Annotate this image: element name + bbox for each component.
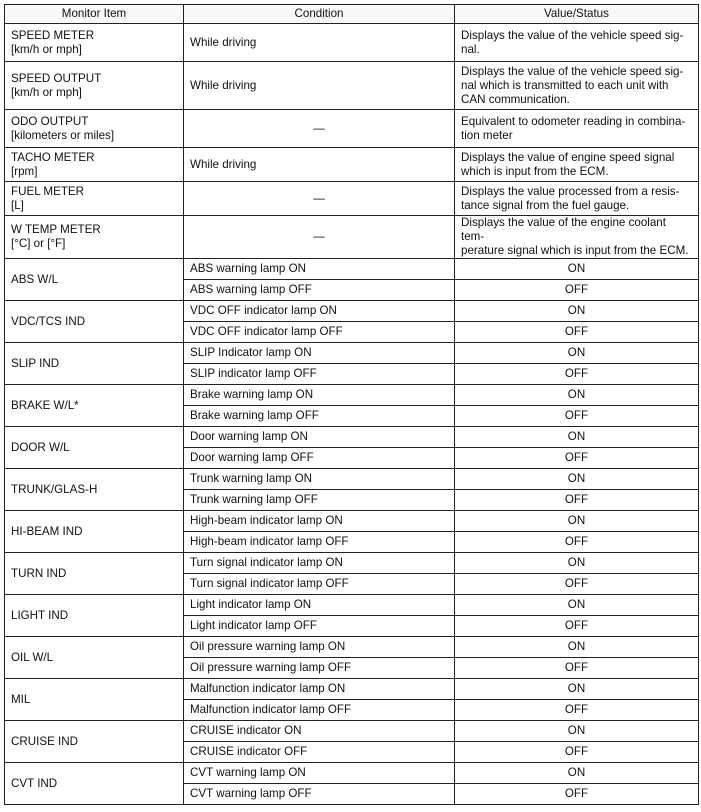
status-off-cell: OFF (455, 406, 699, 427)
value-status-line: tance signal from the fuel gauge. (461, 198, 630, 212)
monitor-item-cell: TRUNK/GLAS-H (5, 469, 184, 511)
monitor-item-cell: ABS W/L (5, 259, 184, 301)
status-off-cell: OFF (455, 700, 699, 721)
monitor-item-cell (5, 148, 184, 182)
status-on-cell: ON (455, 511, 699, 532)
table-row (5, 427, 699, 448)
status-off-cell: OFF (455, 280, 699, 301)
monitor-item-cell: SLIP IND (5, 343, 184, 385)
value-status-cell (455, 24, 699, 62)
header-row (5, 5, 699, 24)
value-status-cell (455, 216, 699, 259)
monitor-item-cell (5, 24, 184, 62)
condition-off-cell: Trunk warning lamp OFF (184, 490, 455, 511)
status-on-cell: ON (455, 763, 699, 784)
monitor-item-line: [km/h or mph] (11, 42, 82, 56)
table-row (5, 763, 699, 784)
value-status-line: tion meter (461, 128, 513, 142)
condition-off-cell: SLIP indicator lamp OFF (184, 364, 455, 385)
monitor-item-line: SPEED OUTPUT (11, 71, 102, 85)
table-row (5, 343, 699, 364)
table-row (5, 110, 699, 148)
value-status-line: perature signal which is input from the ECM. (461, 244, 689, 257)
table-row (5, 721, 699, 742)
monitor-item-cell: CVT IND (5, 763, 184, 805)
table-row (5, 469, 699, 490)
value-status-line: which is input from the ECM. (461, 164, 609, 178)
condition-on-cell: Door warning lamp ON (184, 427, 455, 448)
table-row (5, 259, 699, 280)
condition-on-cell: Brake warning lamp ON (184, 385, 455, 406)
monitor-item-cell: OIL W/L (5, 637, 184, 679)
table-row (5, 637, 699, 658)
monitor-item-line: [L] (11, 198, 24, 212)
value-status-cell (455, 110, 699, 148)
monitor-item-line: [°C] or [°F] (11, 237, 66, 250)
monitor-item-cell: BRAKE W/L* (5, 385, 184, 427)
table-row (5, 553, 699, 574)
table-row (5, 216, 699, 259)
condition-off-cell: Door warning lamp OFF (184, 448, 455, 469)
condition-cell: While driving (184, 148, 455, 182)
condition-cell: — (184, 110, 455, 148)
value-status-cell (455, 182, 699, 216)
status-on-cell: ON (455, 721, 699, 742)
status-on-cell: ON (455, 301, 699, 322)
status-off-cell: OFF (455, 490, 699, 511)
header-monitor-item: Monitor Item (5, 5, 184, 24)
monitor-item-table (4, 4, 699, 805)
monitor-item-cell: CRUISE IND (5, 721, 184, 763)
header-condition: Condition (184, 5, 455, 24)
monitor-item-line: W TEMP METER (11, 223, 101, 236)
monitor-item-cell (5, 182, 184, 216)
value-status-line: Displays the value processed from a resis- (461, 184, 680, 198)
condition-on-cell: SLIP Indicator lamp ON (184, 343, 455, 364)
monitor-item-cell: TURN IND (5, 553, 184, 595)
table-row (5, 301, 699, 322)
table-row (5, 385, 699, 406)
condition-off-cell: CVT warning lamp OFF (184, 784, 455, 805)
monitor-item-cell (5, 110, 184, 148)
condition-off-cell: Malfunction indicator lamp OFF (184, 700, 455, 721)
table-row (5, 24, 699, 62)
monitor-item-cell: HI-BEAM IND (5, 511, 184, 553)
condition-on-cell: Light indicator lamp ON (184, 595, 455, 616)
condition-off-cell: Turn signal indicator lamp OFF (184, 574, 455, 595)
status-off-cell: OFF (455, 574, 699, 595)
status-off-cell: OFF (455, 322, 699, 343)
value-status-line: Displays the value of the engine coolant tem- (461, 216, 666, 243)
status-off-cell: OFF (455, 742, 699, 763)
condition-on-cell: CRUISE indicator ON (184, 721, 455, 742)
value-status-line: nal which is transmitted to each unit with (461, 78, 669, 92)
table-row (5, 182, 699, 216)
status-on-cell: ON (455, 343, 699, 364)
condition-off-cell: Brake warning lamp OFF (184, 406, 455, 427)
monitor-item-line: TACHO METER (11, 150, 95, 164)
monitor-item-cell (5, 62, 184, 110)
status-on-cell: ON (455, 637, 699, 658)
table-row (5, 62, 699, 110)
monitor-item-line: SPEED METER (11, 28, 95, 42)
condition-off-cell: Light indicator lamp OFF (184, 616, 455, 637)
status-off-cell: OFF (455, 784, 699, 805)
monitor-item-cell: MIL (5, 679, 184, 721)
header-value-status: Value/Status (455, 5, 699, 24)
value-status-line: Displays the value of the vehicle speed sig- (461, 28, 684, 42)
monitor-item-cell: LIGHT IND (5, 595, 184, 637)
condition-on-cell: ABS warning lamp ON (184, 259, 455, 280)
condition-off-cell: VDC OFF indicator lamp OFF (184, 322, 455, 343)
condition-on-cell: CVT warning lamp ON (184, 763, 455, 784)
status-on-cell: ON (455, 385, 699, 406)
monitor-item-line: [rpm] (11, 164, 38, 178)
table-row (5, 595, 699, 616)
value-status-line: Equivalent to odometer reading in combina- (461, 114, 686, 128)
condition-cell: While driving (184, 62, 455, 110)
condition-off-cell: CRUISE indicator OFF (184, 742, 455, 763)
table-row (5, 148, 699, 182)
condition-off-cell: High-beam indicator lamp OFF (184, 532, 455, 553)
monitor-item-cell: DOOR W/L (5, 427, 184, 469)
condition-on-cell: Trunk warning lamp ON (184, 469, 455, 490)
status-on-cell: ON (455, 553, 699, 574)
monitor-item-line: [kilometers or miles] (11, 128, 115, 142)
status-off-cell: OFF (455, 364, 699, 385)
status-on-cell: ON (455, 259, 699, 280)
condition-on-cell: Turn signal indicator lamp ON (184, 553, 455, 574)
monitor-item-line: ODO OUTPUT (11, 114, 89, 128)
value-status-line: Displays the value of the vehicle speed sig- (461, 64, 684, 78)
status-on-cell: ON (455, 469, 699, 490)
condition-on-cell: Oil pressure warning lamp ON (184, 637, 455, 658)
value-status-line: Displays the value of engine speed signal (461, 150, 675, 164)
condition-on-cell: High-beam indicator lamp ON (184, 511, 455, 532)
status-off-cell: OFF (455, 448, 699, 469)
condition-off-cell: Oil pressure warning lamp OFF (184, 658, 455, 679)
table-row (5, 511, 699, 532)
status-off-cell: OFF (455, 616, 699, 637)
status-off-cell: OFF (455, 532, 699, 553)
value-status-cell (455, 148, 699, 182)
condition-off-cell: ABS warning lamp OFF (184, 280, 455, 301)
value-status-line: nal. (461, 42, 480, 56)
condition-on-cell: VDC OFF indicator lamp ON (184, 301, 455, 322)
monitor-item-line: FUEL METER (11, 184, 85, 198)
monitor-item-cell (5, 216, 184, 259)
status-off-cell: OFF (455, 658, 699, 679)
condition-cell: — (184, 216, 455, 259)
condition-cell: — (184, 182, 455, 216)
condition-cell: While driving (184, 24, 455, 62)
table-row (5, 679, 699, 700)
status-on-cell: ON (455, 595, 699, 616)
value-status-line: CAN communication. (461, 92, 570, 106)
monitor-item-line: [km/h or mph] (11, 85, 82, 99)
monitor-item-cell: VDC/TCS IND (5, 301, 184, 343)
condition-on-cell: Malfunction indicator lamp ON (184, 679, 455, 700)
status-on-cell: ON (455, 427, 699, 448)
table-body (5, 24, 699, 805)
status-on-cell: ON (455, 679, 699, 700)
value-status-cell (455, 62, 699, 110)
